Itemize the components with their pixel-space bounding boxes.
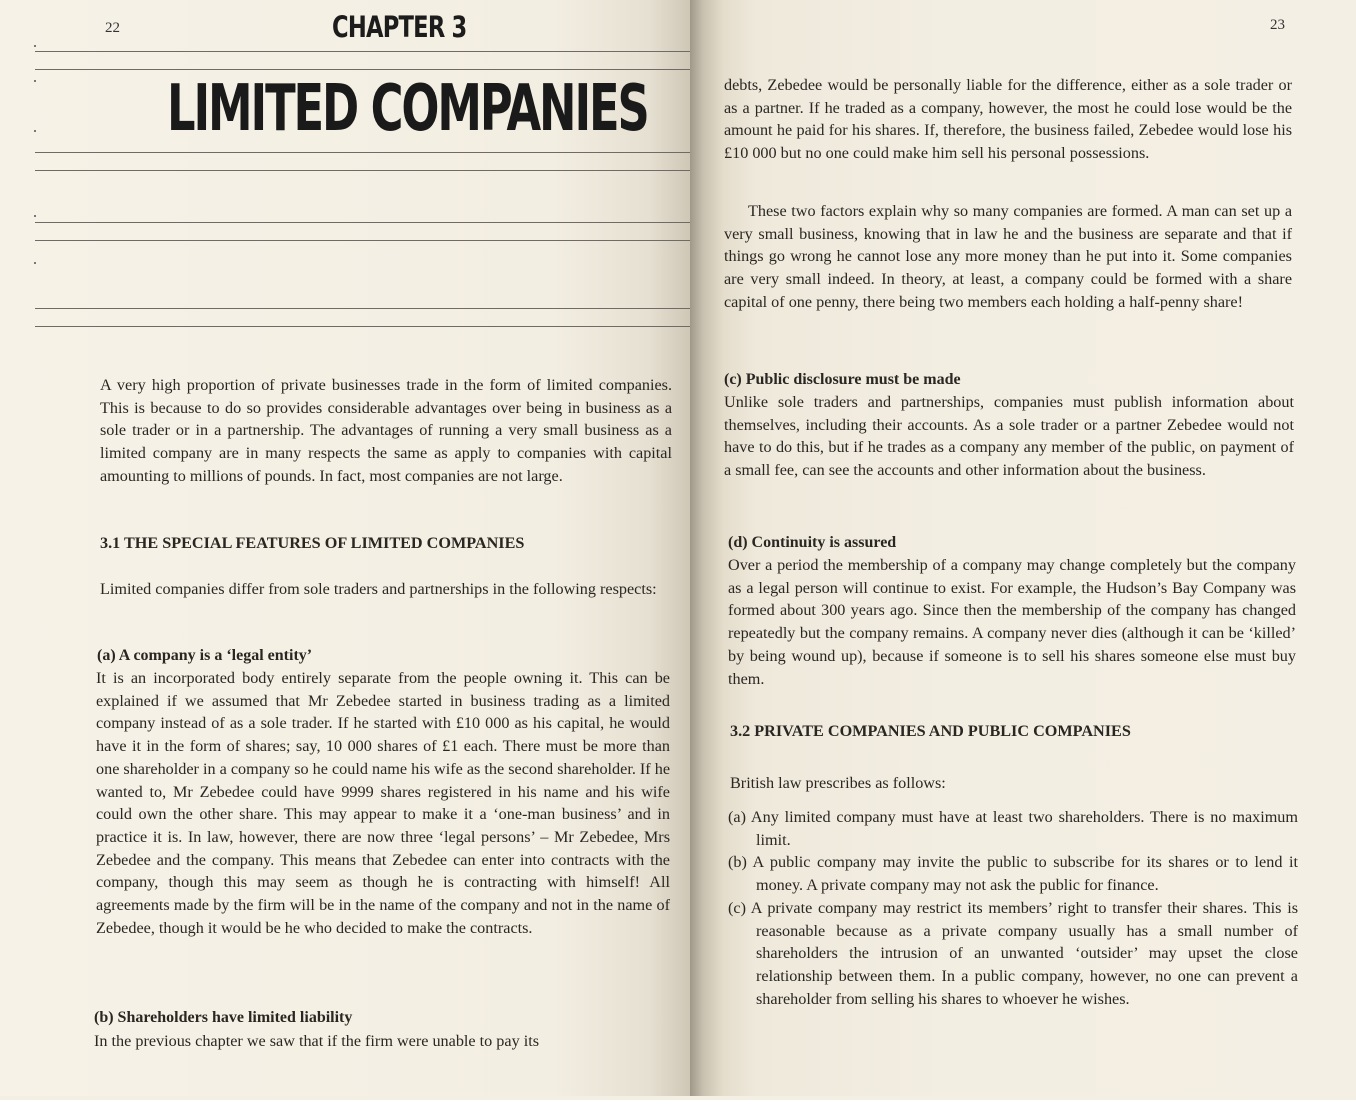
subheading-d: (d) Continuity is assured: [728, 534, 897, 551]
title-rule: [35, 240, 690, 241]
subheading-c: (c) Public disclosure must be made: [724, 371, 961, 388]
chapter-label: CHAPTER 3: [332, 10, 467, 44]
section-heading-3-1: 3.1 THE SPECIAL FEATURES OF LIMITED COMPANIES: [100, 534, 525, 552]
paragraph-b: [94, 1030, 668, 1053]
paragraph-d: [728, 554, 1296, 690]
title-rule: [35, 51, 690, 52]
paragraph-c: [724, 391, 1294, 482]
title-rule: [35, 326, 690, 327]
list-item: (b) A public company may invite the public to subscribe for its shares or to lend it money. A private company may not ask the public for finance.: [728, 853, 1298, 895]
intro-paragraph: [100, 374, 672, 488]
law-list-items: [728, 806, 1298, 1010]
subheading-a: (a) A company is a ‘legal entity’: [97, 647, 313, 664]
law-intro-text: British law prescribes as follows:: [730, 774, 946, 792]
page-number-right: 23: [1270, 17, 1285, 33]
title-rule: [35, 152, 690, 153]
title-rule: [35, 308, 690, 309]
paragraph-continued-text: debts, Zebedee would be personally liable for the difference, either as a sole trader or as a partner. If he traded as a company, however, the most he could lose would be the amount he paid for his shares. If, therefore, the business failed, Zebedee would lose his £10 000 but no one could make him sell his personal possessions.: [724, 76, 1292, 163]
margin-mark: [34, 130, 36, 132]
list-item: (a) Any limited company must have at least two shareholders. There is no maximum limit.: [728, 808, 1298, 849]
margin-mark: [34, 80, 36, 82]
title-rule: [35, 69, 690, 70]
intro-text: A very high proportion of private businesses trade in the form of limited companies. This is because to do so provides considerable advantages over being in business as a sole trader or in a partnership. The advantages of running a very small business as a limited company are in many respects the same as apply to companies with capital amounting to millions of pounds. In fact, most companies are not large.: [100, 376, 672, 485]
paragraph-a: [96, 667, 670, 939]
section-intro: [100, 578, 672, 601]
margin-mark: [34, 215, 36, 217]
list-item: (c) A private company may restrict its members’ right to transfer their shares. This is reasonable because as a private company usually has a small number of shareholders the intrusion of an unwanted ‘outsider’ may upset the close relationship between them. In a public company, however, no one can prevent a shareholder from selling his shares to whoever he wishes.: [728, 898, 1298, 1008]
title-rule: [35, 170, 690, 171]
subheading-b: (b) Shareholders have limited liability: [94, 1009, 353, 1026]
law-list: [728, 806, 1298, 1010]
margin-mark: [34, 262, 36, 264]
paragraph-d-text: Over a period the membership of a company may change completely but the company as a legal person will continue to exist. For example, the Hudson’s Bay Company was formed about 300 years ago. Since then the membership of the company has changed repeatedly but the company remains. A company never dies (although it can be ‘killed’ by being wound up), because if someone is to sell his shares someone else must buy them.: [728, 556, 1296, 688]
paragraph-a-text: It is an incorporated body entirely separate from the people owning it. This can be explained if we assumed that Mr Zebedee started in business trading as a limited company instead of as a sole trader. If he started with £10 000 as his capital, he would have it in the form of shares; say, 10 000 shares of £1 each. There must be more than one shareholder in a company so he could name his wife as the second shareholder. If he wanted to, Mr Zebedee could have 9999 shares registered in his name and his wife could own the other share. This may appear to make it a ‘one-man business’ and in practice it is. In law, however, there are now three ‘legal persons’ – Mr Zebedee, Mrs Zebedee and the company. This means that Zebedee can enter into contracts with the company, though this may seem as though he is contracting with himself! All agreements made by the firm will be in the name of the company and not in the name of Zebedee, though it would be he who decided to make the contracts.: [96, 669, 671, 937]
paragraph-continued: [724, 74, 1292, 165]
right-page: [690, 0, 1356, 1096]
paragraph-two-factors-text: These two factors explain why so many companies are formed. A man can set up a very small business, knowing that in law he and the business are separate and that if things go wrong he cannot lose any more money than he put into it. Some companies are very small indeed. In theory, at least, a company could be formed with a share capital of one penny, there being two members each holding a half-penny share!: [724, 202, 1292, 311]
paragraph-two-factors: [724, 200, 1292, 314]
title-rule: [35, 222, 690, 223]
paragraph-c-text: Unlike sole traders and partnerships, companies must publish information about themselves, including their accounts. As a sole trader or a partner Zebedee would not have to do this, but if he trades as a company any member of the public, on payment of a small fee, can see the accounts and other information about the business.: [724, 393, 1294, 480]
margin-mark: [34, 45, 36, 47]
paragraph-b-text: In the previous chapter we saw that if the firm were unable to pay its: [94, 1032, 540, 1050]
page-number-left: 22: [105, 20, 120, 36]
section-intro-text: Limited companies differ from sole traders and partnerships in the following respects:: [100, 580, 657, 598]
section-heading-3-2: 3.2 PRIVATE COMPANIES AND PUBLIC COMPANIES: [730, 722, 1131, 740]
chapter-title: LIMITED COMPANIES: [167, 72, 648, 146]
law-intro: [730, 772, 1298, 795]
